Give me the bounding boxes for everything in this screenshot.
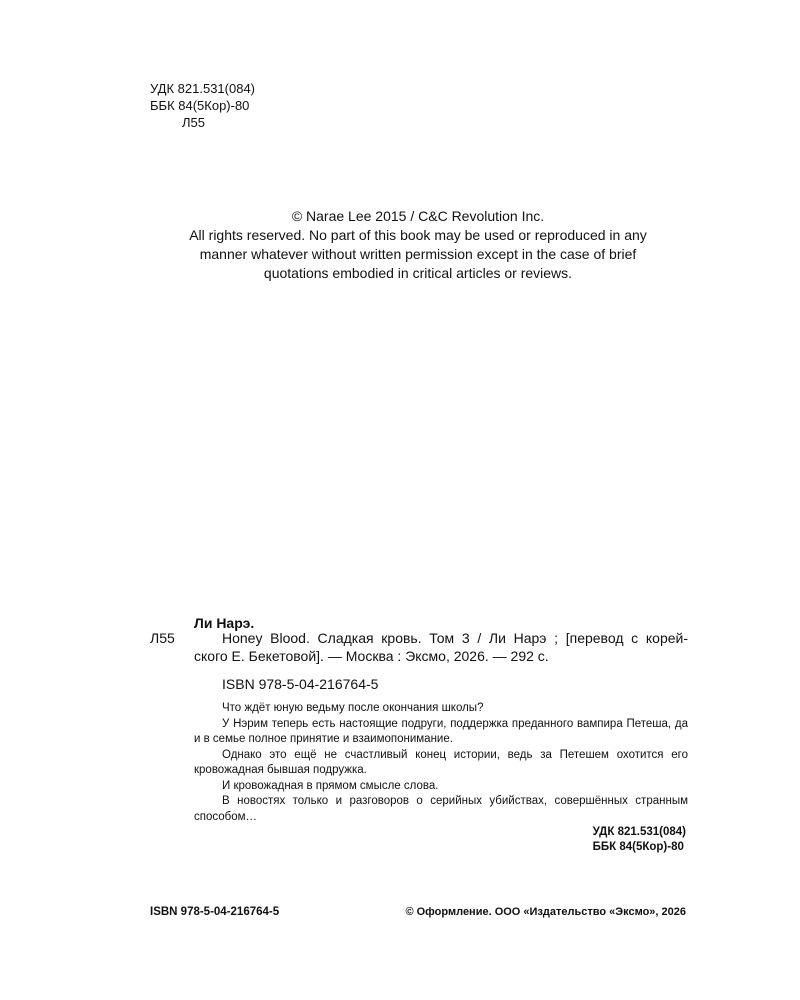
annotation-paragraph: Однако это ещё не счастливый конец истории, ведь за Петешем охотится его кровожадная бывшая подружка. <box>194 748 688 776</box>
catalog-isbn: ISBN 978-5-04-216764-5 <box>222 676 379 692</box>
bbk-code: ББК 84(5Кор)-80 <box>592 841 684 853</box>
rights-line: All rights reserved. No part of this book may be used or reproduced in any <box>189 227 647 243</box>
catalog-title-description <box>194 629 688 665</box>
udk-code: УДК 821.531(084) <box>592 826 686 838</box>
annotation-paragraph: У Нэрим теперь есть настоящие подруги, поддержка преданного вампира Петеша, да и в семье полное принятие и взаимопонимание. <box>194 717 688 745</box>
annotation-paragraph: В новостях только и разговоров о серийных убийствах, совершённых странным способом… <box>194 795 688 823</box>
udk-code: УДК 821.531(084) <box>150 81 256 96</box>
copyright-line: © Narae Lee 2015 / C&C Revolution Inc. <box>291 208 545 224</box>
copyright-notice <box>150 207 686 283</box>
title-line: ского Е. Бекетовой]. — Москва : Эксмо, 2026. — 292 с. <box>194 648 549 664</box>
annotation-paragraph: И кровожадная в прямом смысле слова. <box>222 779 439 792</box>
catalog-author: Ли Нарэ. <box>194 615 255 631</box>
classification-block-top <box>150 80 255 131</box>
footer-design-copyright: © Оформление. ООО «Издательство «Эксмо», 2026 <box>405 906 686 918</box>
footer-isbn: ISBN 978-5-04-216764-5 <box>150 906 280 918</box>
bbk-code: ББК 84(5Кор)-80 <box>150 98 250 113</box>
catalog-author-mark: Л55 <box>150 630 175 646</box>
annotation <box>194 701 688 825</box>
rights-line: manner whatever without written permission except in the case of brief <box>199 246 637 262</box>
title-line: Honey Blood. Сладкая кровь. Том 3 / Ли Нарэ ; [перевод с корей- <box>222 630 688 646</box>
author-mark: Л55 <box>182 115 205 130</box>
annotation-paragraph: Что ждёт юную ведьму после окончания школы? <box>222 702 484 714</box>
classification-block-bottom <box>593 825 686 855</box>
rights-line: quotations embodied in critical articles or reviews. <box>263 265 573 281</box>
